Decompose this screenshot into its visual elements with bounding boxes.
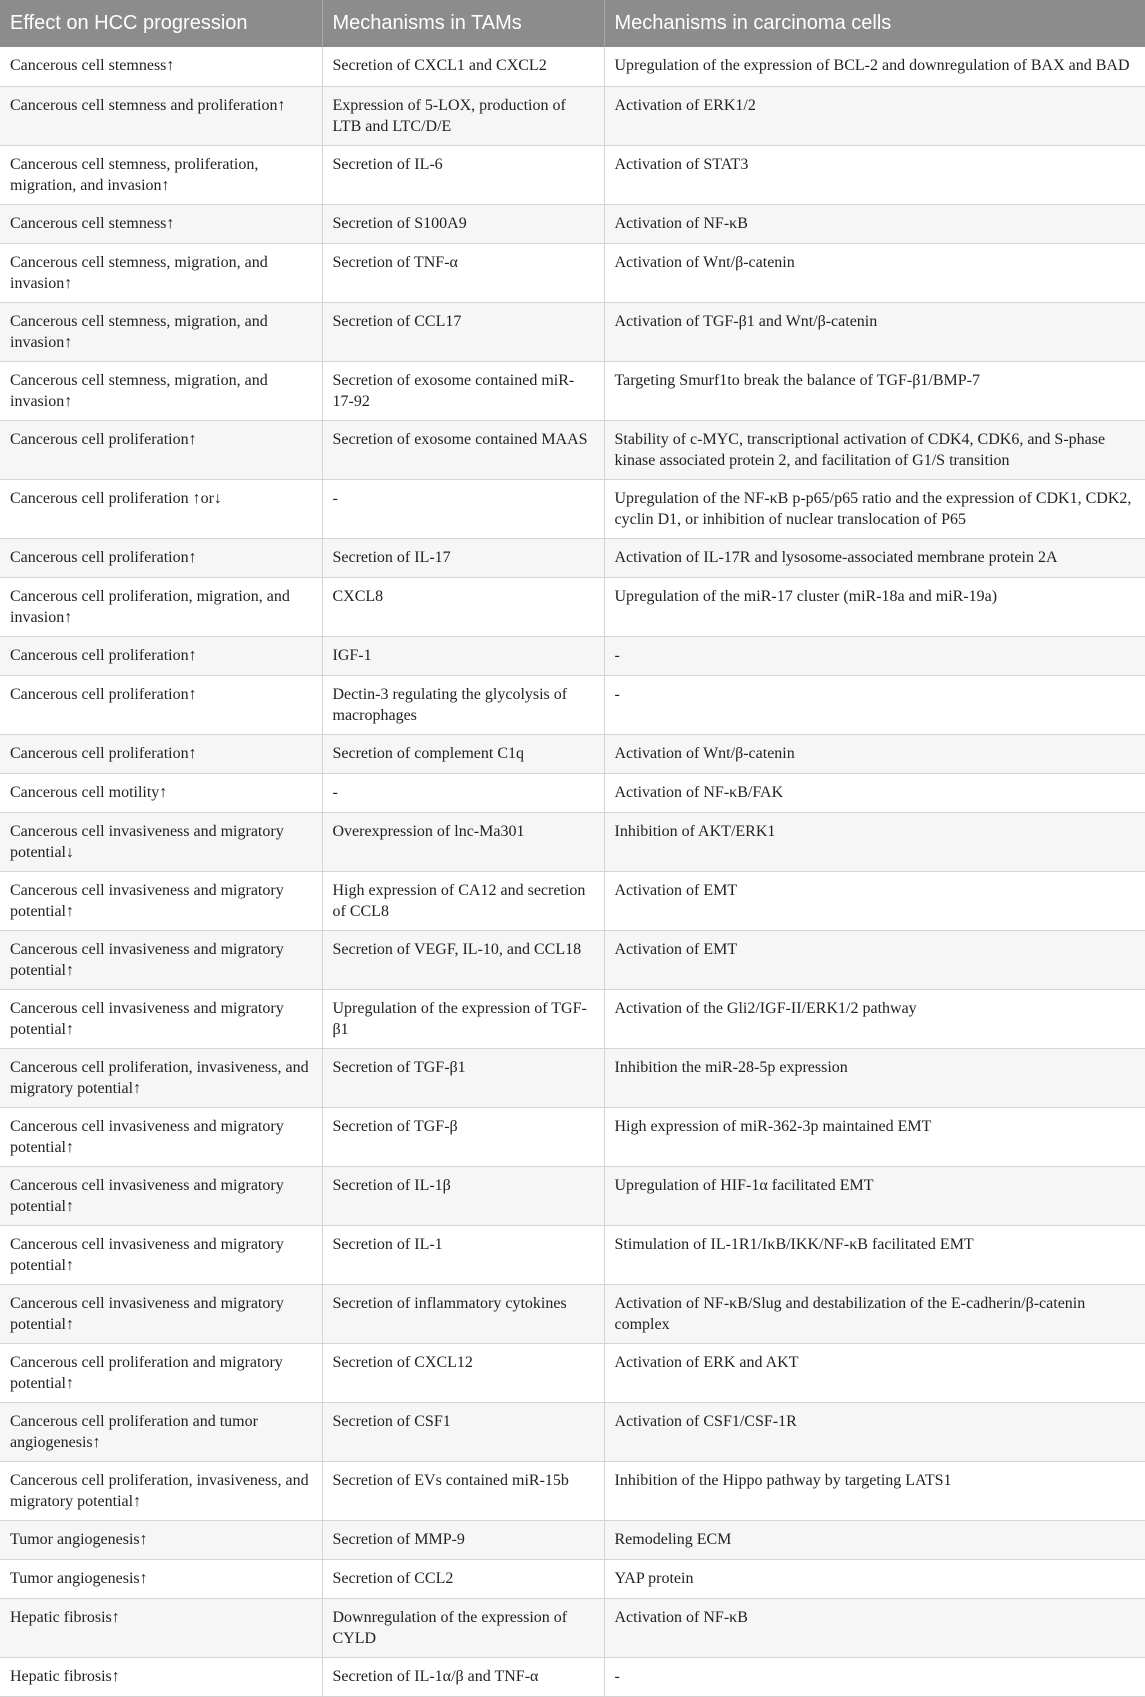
table-row [0, 1559, 1145, 1598]
carcinoma-cell: Activation of ERK and AKT [604, 1343, 1145, 1402]
tam-cell: CXCL8 [322, 577, 604, 636]
effect-cell: Cancerous cell proliferation, invasiveness, and migratory potential↑ [0, 1048, 322, 1107]
carcinoma-cell: Upregulation of HIF-1α facilitated EMT [604, 1166, 1145, 1225]
carcinoma-cell: Activation of the Gli2/IGF-II/ERK1/2 pathway [604, 989, 1145, 1048]
carcinoma-cell: YAP protein [604, 1559, 1145, 1598]
tam-cell: Secretion of CCL17 [322, 302, 604, 361]
effect-cell: Cancerous cell stemness and proliferation↑ [0, 86, 322, 145]
table-row [0, 204, 1145, 243]
table-row [0, 479, 1145, 538]
effect-cell: Cancerous cell proliferation↑ [0, 734, 322, 773]
carcinoma-cell: Inhibition of the Hippo pathway by targeting LATS1 [604, 1461, 1145, 1520]
table-row [0, 773, 1145, 812]
effect-cell: Cancerous cell stemness, migration, and invasion↑ [0, 302, 322, 361]
table-row [0, 577, 1145, 636]
tam-cell: Secretion of complement C1q [322, 734, 604, 773]
table-row [0, 930, 1145, 989]
table-row [0, 47, 1145, 86]
table-row [0, 1520, 1145, 1559]
header-carcinoma-mechanisms: Mechanisms in carcinoma cells [604, 0, 1145, 47]
tam-cell: Secretion of CCL2 [322, 1559, 604, 1598]
carcinoma-cell: Activation of STAT3 [604, 145, 1145, 204]
tam-cell: Secretion of TNF-α [322, 243, 604, 302]
carcinoma-cell: Activation of ERK1/2 [604, 86, 1145, 145]
carcinoma-cell: Activation of NF-κB/FAK [604, 773, 1145, 812]
carcinoma-cell: - [604, 1657, 1145, 1696]
carcinoma-cell: Inhibition the miR-28-5p expression [604, 1048, 1145, 1107]
tam-cell: - [322, 479, 604, 538]
header-effect: Effect on HCC progression [0, 0, 322, 47]
table-row [0, 361, 1145, 420]
tam-cell: Secretion of IL-6 [322, 145, 604, 204]
carcinoma-cell: Activation of TGF-β1 and Wnt/β-catenin [604, 302, 1145, 361]
effect-cell: Cancerous cell stemness↑ [0, 47, 322, 86]
table-row [0, 1225, 1145, 1284]
effect-cell: Cancerous cell proliferation↑ [0, 675, 322, 734]
table-row [0, 86, 1145, 145]
effect-cell: Cancerous cell proliferation↑ [0, 636, 322, 675]
carcinoma-cell: Activation of CSF1/CSF-1R [604, 1402, 1145, 1461]
effect-cell: Cancerous cell motility↑ [0, 773, 322, 812]
tam-cell: Secretion of MMP-9 [322, 1520, 604, 1559]
effect-cell: Cancerous cell invasiveness and migratory potential↑ [0, 1225, 322, 1284]
table-row [0, 734, 1145, 773]
carcinoma-cell: - [604, 675, 1145, 734]
carcinoma-cell: - [604, 636, 1145, 675]
tam-cell: Secretion of IL-1 [322, 1225, 604, 1284]
tam-cell: Upregulation of the expression of TGF-β1 [322, 989, 604, 1048]
effect-cell: Cancerous cell proliferation and migratory potential↑ [0, 1343, 322, 1402]
table-row [0, 538, 1145, 577]
tam-cell: Secretion of inflammatory cytokines [322, 1284, 604, 1343]
table-row [0, 145, 1145, 204]
table-row [0, 1048, 1145, 1107]
effect-cell: Cancerous cell proliferation↑ [0, 420, 322, 479]
effect-cell: Cancerous cell invasiveness and migratory potential↓ [0, 812, 322, 871]
effect-cell: Cancerous cell stemness, migration, and invasion↑ [0, 361, 322, 420]
table-row [0, 243, 1145, 302]
carcinoma-cell: Targeting Smurf1to break the balance of TGF-β1/BMP-7 [604, 361, 1145, 420]
table-row [0, 1343, 1145, 1402]
effect-cell: Cancerous cell proliferation and tumor angiogenesis↑ [0, 1402, 322, 1461]
carcinoma-cell: Activation of EMT [604, 871, 1145, 930]
carcinoma-cell: Activation of EMT [604, 930, 1145, 989]
table-row [0, 1461, 1145, 1520]
carcinoma-cell: Upregulation of the expression of BCL-2 and downregulation of BAX and BAD [604, 47, 1145, 86]
effect-cell: Cancerous cell stemness, migration, and invasion↑ [0, 243, 322, 302]
tam-cell: IGF-1 [322, 636, 604, 675]
tam-cell: Secretion of exosome contained miR-17-92 [322, 361, 604, 420]
carcinoma-cell: Activation of Wnt/β-catenin [604, 734, 1145, 773]
tam-cell: Secretion of exosome contained MAAS [322, 420, 604, 479]
table-row [0, 871, 1145, 930]
effect-cell: Tumor angiogenesis↑ [0, 1559, 322, 1598]
table-row [0, 1284, 1145, 1343]
carcinoma-cell: Inhibition of AKT/ERK1 [604, 812, 1145, 871]
effect-cell: Cancerous cell invasiveness and migratory potential↑ [0, 1166, 322, 1225]
tam-cell: Secretion of TGF-β [322, 1107, 604, 1166]
carcinoma-cell: Remodeling ECM [604, 1520, 1145, 1559]
carcinoma-cell: Activation of NF-κB [604, 204, 1145, 243]
table-header-row [0, 0, 1145, 47]
carcinoma-cell: Upregulation of the miR-17 cluster (miR-18a and miR-19a) [604, 577, 1145, 636]
carcinoma-cell: High expression of miR-362-3p maintained EMT [604, 1107, 1145, 1166]
table-row [0, 812, 1145, 871]
effect-cell: Cancerous cell proliferation ↑or↓ [0, 479, 322, 538]
table-row [0, 989, 1145, 1048]
tam-cell: Secretion of TGF-β1 [322, 1048, 604, 1107]
effect-cell: Cancerous cell invasiveness and migratory potential↑ [0, 1284, 322, 1343]
effect-cell: Tumor angiogenesis↑ [0, 1520, 322, 1559]
header-tam-mechanisms: Mechanisms in TAMs [322, 0, 604, 47]
table-row [0, 1657, 1145, 1696]
carcinoma-cell: Stimulation of IL-1R1/IκB/IKK/NF-κB facilitated EMT [604, 1225, 1145, 1284]
effect-cell: Cancerous cell stemness, proliferation, migration, and invasion↑ [0, 145, 322, 204]
tam-cell: - [322, 773, 604, 812]
carcinoma-cell: Stability of c-MYC, transcriptional activation of CDK4, CDK6, and S-phase kinase associated protein 2, and facilitation of G1/S transition [604, 420, 1145, 479]
carcinoma-cell: Activation of NF-κB [604, 1598, 1145, 1657]
tam-cell: Secretion of CXCL1 and CXCL2 [322, 47, 604, 86]
carcinoma-cell: Activation of NF-κB/Slug and destabilization of the E-cadherin/β-catenin complex [604, 1284, 1145, 1343]
table-row [0, 420, 1145, 479]
tam-cell: Dectin-3 regulating the glycolysis of macrophages [322, 675, 604, 734]
table-row [0, 1598, 1145, 1657]
table-row [0, 1402, 1145, 1461]
carcinoma-cell: Activation of Wnt/β-catenin [604, 243, 1145, 302]
tam-cell: Downregulation of the expression of CYLD [322, 1598, 604, 1657]
tam-cell: Secretion of IL-17 [322, 538, 604, 577]
effect-cell: Cancerous cell invasiveness and migratory potential↑ [0, 989, 322, 1048]
tam-cell: Secretion of CSF1 [322, 1402, 604, 1461]
effect-cell: Cancerous cell invasiveness and migratory potential↑ [0, 1107, 322, 1166]
tam-cell: Secretion of IL-1α/β and TNF-α [322, 1657, 604, 1696]
effect-cell: Cancerous cell invasiveness and migratory potential↑ [0, 871, 322, 930]
effect-cell: Cancerous cell proliferation, invasiveness, and migratory potential↑ [0, 1461, 322, 1520]
tam-cell: Secretion of CXCL12 [322, 1343, 604, 1402]
effect-cell: Hepatic fibrosis↑ [0, 1598, 322, 1657]
effect-cell: Cancerous cell proliferation↑ [0, 538, 322, 577]
table-row [0, 1166, 1145, 1225]
tam-cell: Secretion of IL-1β [322, 1166, 604, 1225]
tam-cell: Secretion of VEGF, IL-10, and CCL18 [322, 930, 604, 989]
carcinoma-cell: Upregulation of the NF-κB p-p65/p65 ratio and the expression of CDK1, CDK2, cyclin D1, or inhibition of nuclear translocation of P65 [604, 479, 1145, 538]
effect-cell: Cancerous cell proliferation, migration, and invasion↑ [0, 577, 322, 636]
table-row [0, 302, 1145, 361]
carcinoma-cell: Activation of IL-17R and lysosome-associated membrane protein 2A [604, 538, 1145, 577]
table-row [0, 675, 1145, 734]
tam-cell: Overexpression of lnc-Ma301 [322, 812, 604, 871]
tam-cell: Secretion of EVs contained miR-15b [322, 1461, 604, 1520]
tam-cell: High expression of CA12 and secretion of CCL8 [322, 871, 604, 930]
tam-cell: Expression of 5-LOX, production of LTB and LTC/D/E [322, 86, 604, 145]
effect-cell: Cancerous cell stemness↑ [0, 204, 322, 243]
table-row [0, 636, 1145, 675]
tam-cell: Secretion of S100A9 [322, 204, 604, 243]
effect-cell: Hepatic fibrosis↑ [0, 1657, 322, 1696]
table-row [0, 1107, 1145, 1166]
effect-cell: Cancerous cell invasiveness and migratory potential↑ [0, 930, 322, 989]
